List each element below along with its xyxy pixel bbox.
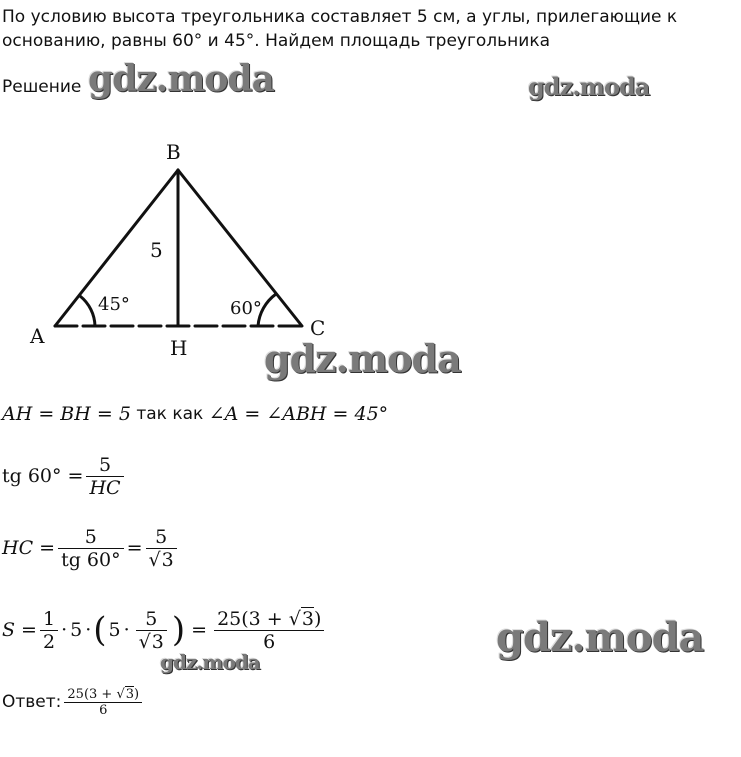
problem-line-2: основанию, равны 60° и 45°. Найдем площадь треугольника	[2, 31, 551, 51]
angle-label-A: 45°	[98, 294, 130, 315]
equation-1	[2, 400, 388, 428]
eq4-inner-fraction	[136, 608, 167, 653]
sqrt-sign: √	[148, 548, 161, 571]
eq3-f2-numerator: 5	[155, 525, 168, 548]
eq2-numerator: 5	[98, 453, 112, 476]
equation-3	[2, 518, 180, 578]
sqrt-radicand: 3	[151, 630, 164, 653]
problem-line-1: По условию высота треугольника составляет 5 см, а углы, прилегающие к	[2, 7, 678, 27]
answer-label: Ответ:	[2, 692, 62, 712]
result-numerator-part-a: 25(3 +	[217, 607, 289, 630]
eq4-dot-2: ·	[85, 619, 92, 641]
eq3-fraction-1	[58, 526, 124, 571]
eq3-equals: =	[126, 537, 143, 559]
angle-label-C: 60°	[230, 298, 262, 319]
eq4-open-paren: (	[93, 610, 107, 650]
result-numerator-part-b: )	[313, 607, 322, 630]
sqrt-sign: √	[288, 607, 301, 630]
eq4-inner-denominator	[136, 630, 167, 653]
eq4-result-fraction	[214, 608, 324, 653]
eq1-rhs: ∠A = ∠ABH = 45°	[208, 403, 389, 425]
eq2-fraction	[86, 454, 123, 499]
sqrt-sign: √	[138, 630, 151, 653]
watermark-2: gdz.moda	[528, 72, 650, 101]
eq4-result-denominator: 6	[214, 630, 324, 653]
eq4-result-numerator	[214, 608, 324, 630]
watermark-4: gdz.moda	[496, 614, 704, 661]
vertex-label-A: A	[30, 324, 45, 348]
eq4-half-numerator: 1	[42, 607, 56, 630]
answer-denominator: 6	[64, 702, 142, 718]
answer-row	[2, 680, 145, 724]
sqrt-sign: √	[116, 686, 125, 702]
answer-fraction	[64, 687, 142, 718]
eq4-close-paren: )	[171, 610, 186, 650]
eq3-fraction-2	[146, 526, 177, 571]
eq2-denominator: HC	[86, 476, 123, 499]
watermark-1: gdz.moda	[88, 58, 274, 100]
foot-label-H: H	[170, 336, 188, 360]
eq1-lhs: AH = BH = 5	[2, 403, 131, 425]
eq4-five-1: 5	[70, 619, 83, 641]
eq4-five-2: 5	[108, 619, 121, 641]
eq4-half	[40, 608, 58, 653]
eq2-lhs: tg 60° =	[2, 465, 84, 487]
eq1-middle: так как	[130, 404, 209, 424]
watermark-5: gdz.moda	[160, 650, 260, 674]
answer-numerator	[64, 687, 142, 702]
height-value-label: 5	[150, 238, 163, 262]
eq4-dot-3: ·	[123, 619, 130, 641]
answer-numerator-part-b: )	[134, 686, 140, 702]
equation-4	[2, 600, 327, 660]
vertex-label-B: B	[166, 140, 181, 164]
eq3-f1-denominator: tg 60°	[58, 548, 124, 571]
sqrt-radicand: 3	[301, 607, 314, 630]
eq3-f1-numerator: 5	[84, 525, 97, 548]
eq3-lhs: HC =	[2, 537, 56, 559]
triangle-figure	[0, 130, 360, 370]
eq3-f2-denominator	[146, 548, 177, 571]
angle-arc-A	[80, 296, 95, 326]
vertex-label-C: C	[310, 316, 326, 340]
sqrt-radicand: 3	[161, 548, 174, 571]
eq4-lhs: S =	[2, 619, 37, 641]
sqrt-radicand: 3	[125, 686, 135, 702]
answer-numerator-part-a: 25(3 +	[67, 686, 117, 702]
eq4-equals: =	[191, 619, 208, 641]
eq4-half-denominator: 2	[40, 630, 58, 653]
equation-2	[2, 446, 127, 506]
eq4-dot-1: ·	[61, 619, 68, 641]
eq4-inner-numerator: 5	[145, 607, 158, 630]
watermark-3: gdz.moda	[264, 336, 461, 381]
solution-label: Решение	[2, 77, 82, 97]
